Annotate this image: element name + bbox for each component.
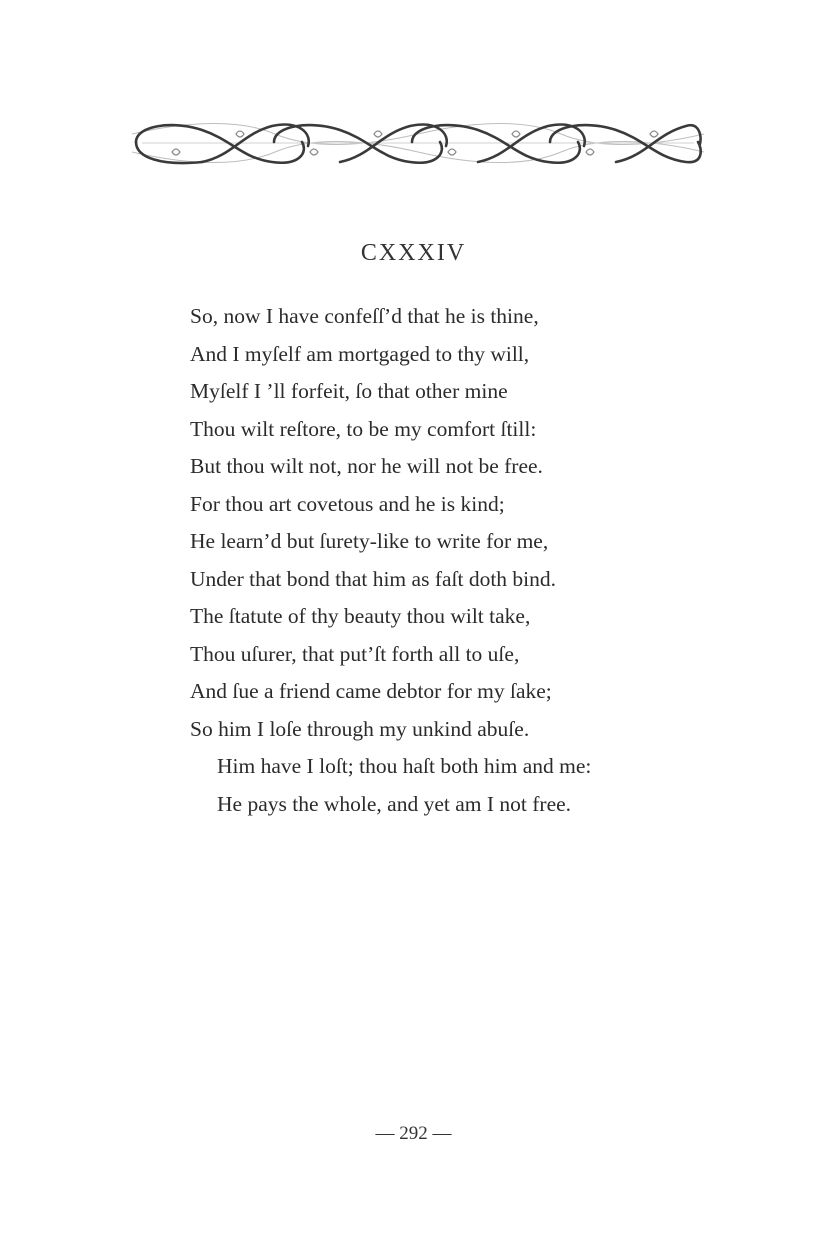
poem-line: Thou wilt reſtore, to be my comfort ſtill: — [190, 416, 537, 441]
page-number: — 292 — — [375, 1123, 452, 1144]
poem-line: Under that bond that him as faſt doth bind. — [190, 566, 557, 591]
flourish-ornament-icon — [132, 112, 704, 174]
poem-line: And I myſelf am mortgaged to thy will, — [190, 341, 530, 366]
poem-line: But thou wilt not, nor he will not be free. — [190, 454, 543, 478]
poem-body — [190, 298, 750, 823]
poem-line: Myſelf I ’ll forfeit, ſo that other mine — [190, 379, 508, 403]
poem-line: He learn’d but ſurety-like to write for me, — [190, 529, 549, 553]
sonnet-number: CXXXIV — [360, 240, 467, 266]
poem-line: So him I loſe through my unkind abuſe. — [190, 716, 530, 741]
poem-line: For thou art covetous and he is kind; — [190, 491, 505, 516]
poem-line: The ſtatute of thy beauty thou wilt take, — [190, 604, 531, 628]
poem-line: So, now I have confeſſ’d that he is thine, — [190, 304, 539, 328]
poem-line: And ſue a friend came debtor for my ſake; — [190, 679, 552, 703]
poem-line: Thou uſurer, that put’ſt forth all to uſe, — [190, 641, 520, 666]
header-ornament — [132, 112, 704, 174]
couplet-line: Him have I loſt; thou haſt both him and me: — [217, 754, 592, 778]
couplet-line: He pays the whole, and yet am I not free. — [217, 791, 572, 816]
